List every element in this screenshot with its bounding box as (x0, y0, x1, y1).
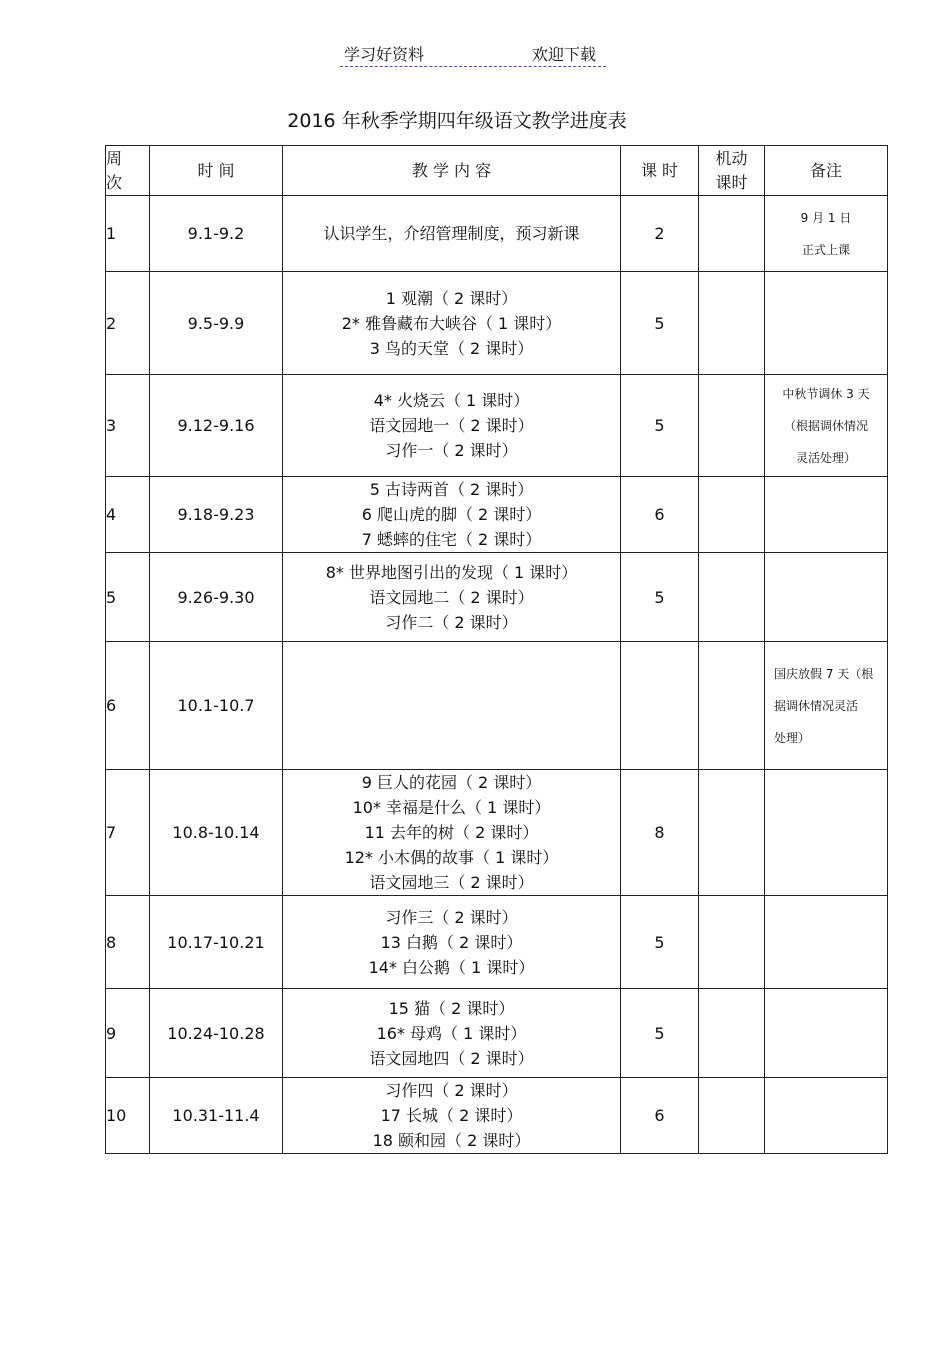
date-cell: 10.31-11.4 (150, 1078, 283, 1154)
week-cell: 1 (106, 196, 150, 272)
date-cell: 9.5-9.9 (150, 272, 283, 375)
lesson-item: 14* 白公鹅（ 1 课时） (368, 957, 535, 977)
table-row (106, 477, 888, 553)
lesson-item: 9 巨人的花园（ 2 课时） (361, 773, 542, 792)
note-line: 国庆放假 7 天（根 (774, 666, 874, 681)
lesson-item: 1 观潮（ 2 课时） (385, 288, 518, 308)
lesson-item: 习作一（ 2 课时） (385, 441, 518, 460)
note-cell (765, 375, 888, 477)
header-flex-line-1: 机动 (715, 148, 748, 168)
week-cell: 5 (106, 553, 150, 642)
lesson-item: 13 白鹅（ 2 课时） (380, 932, 523, 952)
flex-hours-cell (699, 770, 765, 896)
page-header (340, 40, 606, 67)
note-line: 据调休情况灵活 (774, 698, 859, 713)
content-cell (283, 642, 621, 770)
note-line: 灵活处理） (795, 450, 856, 465)
lesson-item: 语文园地一（ 2 课时） (369, 416, 534, 435)
content-cell (283, 272, 621, 375)
lesson-item: 语文园地二（ 2 课时） (369, 587, 534, 607)
content-cell (283, 196, 621, 272)
header-left-text: 学习好资料 (344, 45, 425, 64)
hours-cell (621, 642, 699, 770)
lesson-item: 语文园地三（ 2 课时） (369, 873, 534, 892)
content-cell (283, 553, 621, 642)
lesson-item: 语文园地四（ 2 课时） (369, 1048, 534, 1068)
header-flex (699, 146, 765, 196)
content-cell (283, 375, 621, 477)
content-cell (283, 770, 621, 896)
note-line: （根据调休情况 (783, 418, 868, 433)
header-note: 备注 (765, 146, 888, 196)
content-cell (283, 896, 621, 989)
lesson-item: 12* 小木偶的故事（ 1 课时） (344, 848, 559, 867)
week-cell: 7 (106, 770, 150, 896)
lesson-item: 16* 母鸡（ 1 课时） (376, 1023, 527, 1043)
content-cell (283, 1078, 621, 1154)
note-cell (765, 272, 888, 375)
hours-cell: 5 (621, 896, 699, 989)
header-content: 教 学 内 容 (283, 146, 621, 196)
note-cell (765, 770, 888, 896)
document-title: 2016 年秋季学期四年级语文教学进度表 (287, 110, 627, 132)
flex-hours-cell (699, 896, 765, 989)
hours-cell: 5 (621, 272, 699, 375)
lesson-item: 4* 火烧云（ 1 课时） (373, 391, 530, 410)
hours-cell: 5 (621, 989, 699, 1078)
date-cell: 9.1-9.2 (150, 196, 283, 272)
date-cell: 10.17-10.21 (150, 896, 283, 989)
header-hours: 课 时 (621, 146, 699, 196)
date-cell: 9.18-9.23 (150, 477, 283, 553)
week-cell: 9 (106, 989, 150, 1078)
flex-hours-cell (699, 477, 765, 553)
note-cell (765, 1078, 888, 1154)
table-row (106, 896, 888, 989)
week-cell: 4 (106, 477, 150, 553)
table-header-row (106, 146, 888, 196)
schedule-table (105, 145, 888, 1154)
note-cell (765, 896, 888, 989)
note-line: 正式上课 (801, 242, 850, 257)
content-cell (283, 477, 621, 553)
header-time: 时 间 (150, 146, 283, 196)
week-cell: 6 (106, 642, 150, 770)
note-cell (765, 989, 888, 1078)
flex-hours-cell (699, 1078, 765, 1154)
lesson-item: 习作二（ 2 课时） (385, 612, 518, 632)
table-row (106, 272, 888, 375)
lesson-item: 习作三（ 2 课时） (385, 907, 518, 927)
note-cell (765, 642, 888, 770)
note-line: 处理） (774, 730, 811, 745)
lesson-item: 8* 世界地图引出的发现（ 1 课时） (325, 562, 578, 582)
lesson-item: 认识学生，介绍管理制度，预习新课 (323, 224, 580, 243)
lesson-item: 10* 幸福是什么（ 1 课时） (352, 798, 551, 817)
header-week-line-1: 周 (106, 148, 123, 168)
lesson-item: 5 古诗两首（ 2 课时） (369, 480, 534, 499)
lesson-item: 6 爬山虎的脚（ 2 课时） (361, 505, 542, 524)
date-cell: 9.12-9.16 (150, 375, 283, 477)
table-row (106, 375, 888, 477)
week-cell: 8 (106, 896, 150, 989)
date-cell: 10.24-10.28 (150, 989, 283, 1078)
table-row (106, 553, 888, 642)
flex-hours-cell (699, 642, 765, 770)
hours-cell: 2 (621, 196, 699, 272)
flex-hours-cell (699, 272, 765, 375)
table-body (106, 196, 888, 1154)
lesson-item: 11 去年的树（ 2 课时） (364, 823, 539, 842)
header-week-line-2: 次 (106, 172, 123, 192)
table-row (106, 642, 888, 770)
week-cell: 2 (106, 272, 150, 375)
date-cell: 10.1-10.7 (150, 642, 283, 770)
hours-cell: 6 (621, 477, 699, 553)
week-cell: 10 (106, 1078, 150, 1154)
hours-cell: 8 (621, 770, 699, 896)
table-row (106, 196, 888, 272)
table-row (106, 1078, 888, 1154)
flex-hours-cell (699, 196, 765, 272)
hours-cell: 5 (621, 375, 699, 477)
header-right-text: 欢迎下载 (532, 45, 597, 64)
note-cell (765, 477, 888, 553)
lesson-item: 3 鸟的天堂（ 2 课时） (369, 338, 534, 358)
header-flex-line-2: 课时 (715, 172, 748, 192)
flex-hours-cell (699, 375, 765, 477)
content-cell (283, 989, 621, 1078)
date-cell: 9.26-9.30 (150, 553, 283, 642)
hours-cell: 5 (621, 553, 699, 642)
lesson-item: 15 猫（ 2 课时） (388, 998, 515, 1018)
flex-hours-cell (699, 553, 765, 642)
lesson-item: 17 长城（ 2 课时） (380, 1106, 523, 1125)
header-week (106, 146, 150, 196)
lesson-item: 7 蟋蟀的住宅（ 2 课时） (361, 530, 542, 549)
note-cell (765, 553, 888, 642)
lesson-item: 2* 雅鲁藏布大峡谷（ 1 课时） (341, 313, 562, 333)
note-line: 中秋节调休 3 天 (782, 386, 870, 401)
flex-hours-cell (699, 989, 765, 1078)
week-cell: 3 (106, 375, 150, 477)
hours-cell: 6 (621, 1078, 699, 1154)
lesson-item: 习作四（ 2 课时） (385, 1081, 518, 1100)
date-cell: 10.8-10.14 (150, 770, 283, 896)
table-row (106, 989, 888, 1078)
table-row (106, 770, 888, 896)
note-cell (765, 196, 888, 272)
lesson-item: 18 颐和园（ 2 课时） (372, 1131, 531, 1150)
note-line: 9 月 1 日 (800, 210, 852, 225)
